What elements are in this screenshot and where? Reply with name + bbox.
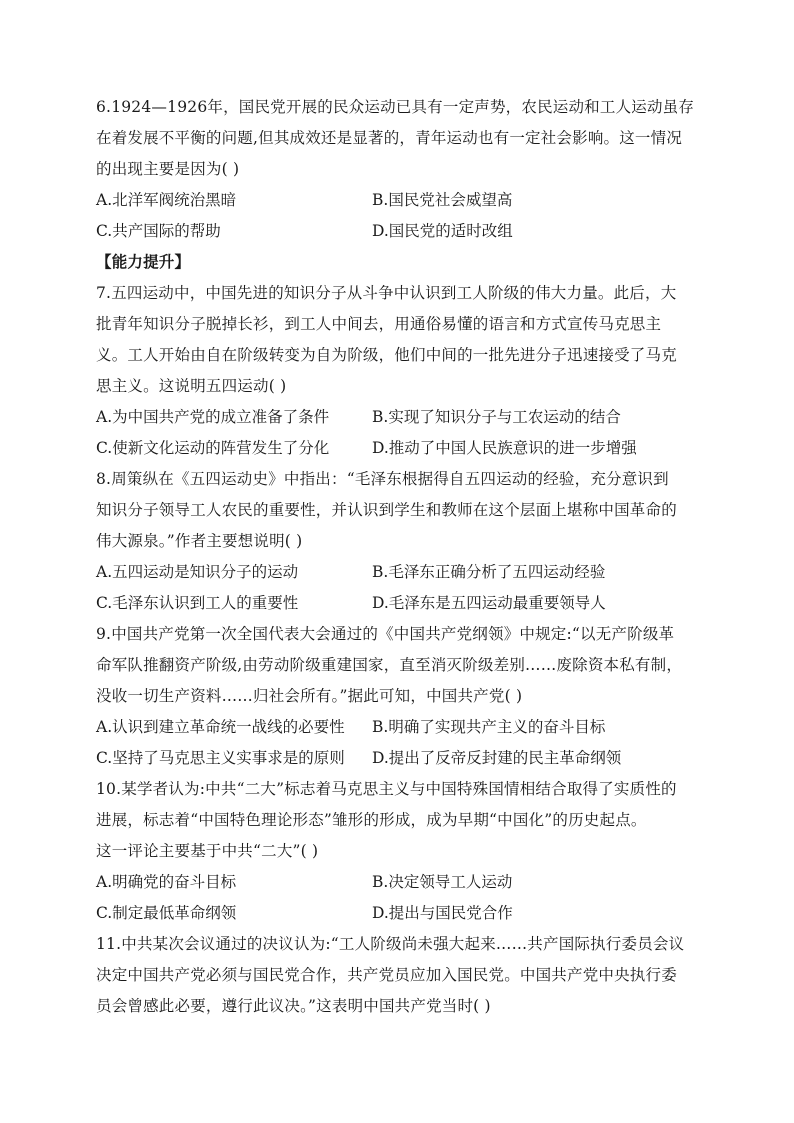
question-7-line: 义。工人开始由自在阶级转变为自为阶级，他们中间的一批先进分子迅速接受了马克: [96, 346, 677, 364]
question-10-options-row: [96, 898, 702, 929]
worksheet-page: [96, 92, 702, 1022]
question-10-options-row: [96, 867, 702, 898]
question-6: [96, 92, 702, 247]
question-10-line: 这一评论主要基于中共“二大”( ): [96, 842, 319, 860]
question-8-line: 知识分子领导工人农民的重要性，并认识到学生和教师在这个层面上堪称中国革命的: [96, 501, 677, 519]
question-10: [96, 774, 702, 929]
option-b[interactable]: B.毛泽东正确分析了五四运动经验: [372, 563, 606, 581]
question-7: [96, 278, 702, 464]
question-8-options-row: [96, 588, 702, 619]
option-a[interactable]: A.五四运动是知识分子的运动: [96, 563, 299, 581]
option-d[interactable]: D.国民党的适时改组: [372, 222, 513, 240]
question-11: [96, 929, 702, 1022]
question-11-line: 员会曾感此必要，遵行此议决。”这表明中国共产党当时( ): [96, 997, 491, 1015]
question-9: [96, 619, 702, 774]
question-8-line: 伟大源泉。”作者主要想说明( ): [96, 532, 303, 550]
option-c[interactable]: C.毛泽东认识到工人的重要性: [96, 594, 299, 612]
question-7-line: 思主义。这说明五四运动( ): [96, 377, 287, 395]
question-7-line: 批青年知识分子脱掉长衫，到工人中间去，用通俗易懂的语言和方式宣传马克思主: [96, 315, 662, 333]
option-a[interactable]: A.明确党的奋斗目标: [96, 873, 237, 891]
option-b[interactable]: B.决定领导工人运动: [372, 873, 513, 891]
question-10-line: 进展，标志着“中国特色理论形态”雏形的形成，成为早期“中国化”的历史起点。: [96, 811, 647, 829]
option-c[interactable]: C.使新文化运动的阵营发生了分化: [96, 439, 330, 457]
option-d[interactable]: D.推动了中国人民族意识的进一步增强: [372, 439, 637, 457]
question-6-line: 在着发展不平衡的问题,但其成效还是显著的，青年运动也有一定社会影响。这一情况: [96, 129, 683, 147]
question-10-line: 10.某学者认为:中共“二大”标志着马克思主义与中国特殊国情相结合取得了实质性的: [96, 780, 677, 798]
question-9-line: 9.中国共产党第一次全国代表大会通过的《中国共产党纲领》中规定:“以无产阶级革: [96, 625, 675, 643]
question-9-options-row: [96, 712, 702, 743]
question-8-options-row: [96, 557, 702, 588]
question-7-options-row: [96, 433, 702, 464]
question-9-line: 没收一切生产资料……归社会所有。”据此可知，中国共产党( ): [96, 687, 523, 705]
option-d[interactable]: D.提出了反帝反封建的民主革命纲领: [372, 749, 622, 767]
option-b[interactable]: B.实现了知识分子与工农运动的结合: [372, 408, 621, 426]
option-a[interactable]: A.北洋军阀统治黑暗: [96, 191, 237, 209]
question-9-options-row: [96, 743, 702, 774]
question-11-line: 决定中国共产党必须与国民党合作，共产党员应加入国民党。中国共产党中央执行委: [96, 966, 677, 984]
option-a[interactable]: A.为中国共产党的成立准备了条件: [96, 408, 330, 426]
question-9-line: 命军队推翻资产阶级,由劳动阶级重建国家，直至消灭阶级差别……废除资本私有制，: [96, 656, 683, 674]
section-title: 【能力提升】: [96, 253, 191, 271]
question-6-line: 的出现主要是因为( ): [96, 160, 240, 178]
question-8: [96, 464, 702, 619]
question-7-line: 7.五四运动中，中国先进的知识分子从斗争中认识到工人阶级的伟大力量。此后，大: [96, 284, 677, 302]
question-8-line: 8.周策纵在《五四运动史》中指出：“毛泽东根据得自五四运动的经验，充分意识到: [96, 470, 669, 488]
question-7-options-row: [96, 402, 702, 433]
question-6-line: 6.1924—1926年，国民党开展的民众运动已具有一定声势，农民运动和工人运动虽存: [96, 98, 695, 116]
option-c[interactable]: C.共产国际的帮助: [96, 222, 221, 240]
option-b[interactable]: B.明确了实现共产主义的奋斗目标: [372, 718, 606, 736]
option-d[interactable]: D.毛泽东是五四运动最重要领导人: [372, 594, 606, 612]
question-6-options-row: [96, 185, 702, 216]
question-6-options-row: [96, 216, 702, 247]
option-b[interactable]: B.国民党社会威望高: [372, 191, 513, 209]
option-c[interactable]: C.坚持了马克思主义实事求是的原则: [96, 749, 345, 767]
option-a[interactable]: A.认识到建立革命统一战线的必要性: [96, 718, 345, 736]
option-c[interactable]: C.制定最低革命纲领: [96, 904, 237, 922]
question-11-line: 11.中共某次会议通过的决议认为:“工人阶级尚未强大起来……共产国际执行委员会议: [96, 935, 685, 953]
option-d[interactable]: D.提出与国民党合作: [372, 904, 513, 922]
